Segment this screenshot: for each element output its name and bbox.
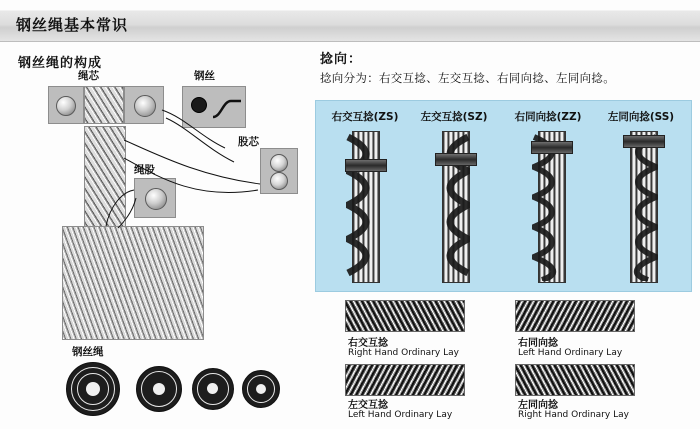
rope-cross-section-2 [136, 366, 182, 412]
swatch-rope-core-section [48, 86, 84, 124]
lay-clamp-zz [531, 141, 573, 154]
lay-label-zz: 右同向捻(ZZ) [514, 111, 582, 123]
photo-caption-en-1: Right Hand Ordinary Lay [348, 348, 459, 358]
label-wire-rope: 钢丝绳 [72, 346, 104, 358]
photo-caption-en-3: Left Hand Ordinary Lay [348, 410, 453, 420]
label-strand: 绳股 [134, 164, 155, 176]
lay-direction-panel [315, 100, 692, 292]
label-rope-core: 绳芯 [78, 70, 99, 82]
lay-helix-zs [346, 131, 380, 281]
lay-clamp-sz [435, 153, 477, 166]
lay-label-ss: 左同向捻(SS) [607, 111, 675, 123]
rope-cross-section-4 [242, 370, 280, 408]
swatch-rope-core-twist [84, 86, 124, 124]
photo-card-1 [345, 300, 465, 332]
lay-clamp-zs [345, 159, 387, 172]
lay-label-sz: 左交互捻(SZ) [420, 111, 488, 123]
steel-wire-curve-icon [183, 87, 245, 127]
label-steel-wire: 钢丝 [194, 70, 215, 82]
left-section-heading: 钢丝绳的构成 [18, 56, 103, 71]
photo-caption-cn-1: 右交互捻 [348, 338, 388, 349]
page-title: 钢丝绳基本常识 [16, 16, 129, 34]
label-strand-core: 股芯 [238, 136, 259, 148]
photo-card-2 [515, 300, 635, 332]
lay-helix-ss [624, 131, 658, 281]
rope-cross-section-1 [66, 362, 120, 416]
right-section-heading: 捻向： [320, 52, 363, 67]
swatch-strand-core [260, 148, 298, 194]
photo-caption-en-4: Right Hand Ordinary Lay [518, 410, 629, 420]
photo-caption-cn-4: 左同向捻 [518, 400, 558, 411]
lay-clamp-ss [623, 135, 665, 148]
photo-card-3 [345, 364, 465, 396]
right-section-subtitle: 捻向分为：右交互捻、左交互捻、右同向捻、左同向捻。 [320, 71, 615, 85]
swatch-core-column [84, 126, 126, 228]
photo-card-4 [515, 364, 635, 396]
photo-caption-cn-3: 左交互捻 [348, 400, 388, 411]
swatch-steel-wire [182, 86, 246, 128]
photo-caption-en-2: Left Hand Ordinary Lay [518, 348, 623, 358]
rope-cross-section-3 [192, 368, 234, 410]
lay-label-zs: 右交互捻(ZS) [331, 111, 399, 123]
photo-caption-cn-2: 右同向捻 [518, 338, 558, 349]
swatch-wire-bundle [124, 86, 164, 124]
swatch-rope-body [62, 226, 204, 340]
rope-construction-diagram [10, 66, 310, 416]
swatch-strand [134, 178, 176, 218]
